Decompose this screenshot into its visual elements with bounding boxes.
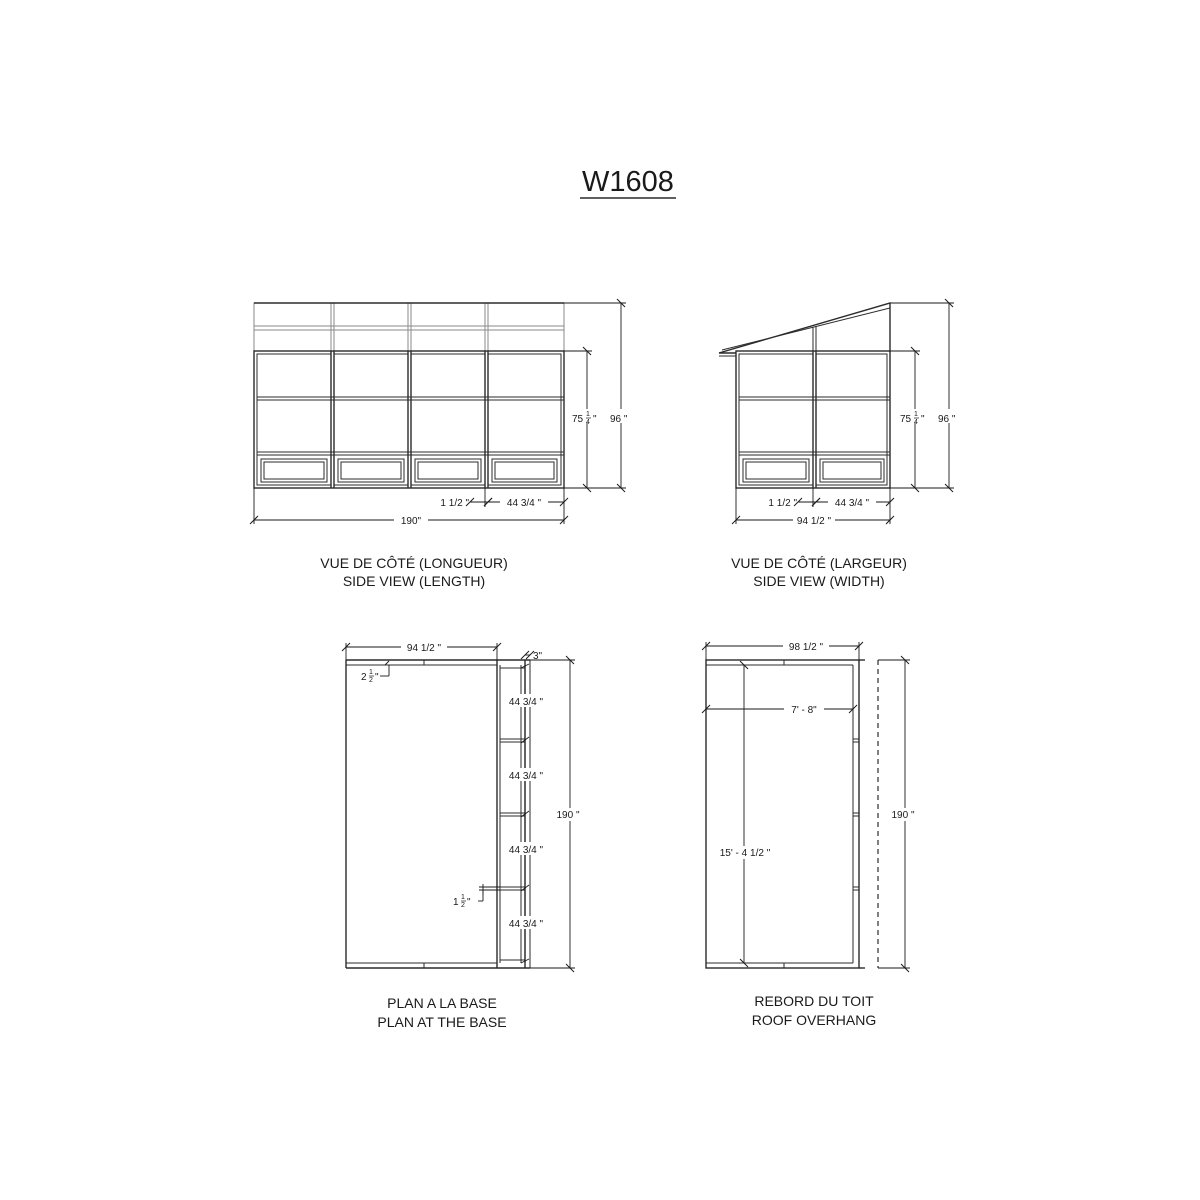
drawing-title [580, 166, 676, 198]
roof-joints [853, 739, 859, 890]
wall-frame [254, 351, 564, 488]
dim-wall-thickness: 3" [533, 651, 543, 662]
caption-fr: REBORD DU TOIT [754, 993, 874, 1009]
svg-text:1: 1 [461, 894, 465, 901]
roof-overhang [706, 640, 920, 1028]
dim-width: 94 1/2 " [406, 643, 442, 654]
dim-panel-3: 44 3/4 " [508, 845, 544, 856]
sloped-roof [719, 303, 890, 353]
dim-post: 1 1/2 " [440, 498, 469, 509]
length-bottom-dims [254, 488, 564, 527]
svg-text:4: 4 [586, 419, 590, 426]
dim-length: 190 " [891, 810, 915, 821]
dim-panel: 44 3/4 " [506, 498, 542, 509]
svg-text:": " [593, 414, 597, 425]
caption-en: SIDE VIEW (WIDTH) [753, 573, 885, 589]
dim-wall-height-value: 75 [572, 414, 584, 425]
caption-fr: VUE DE CÔTÉ (LARGEUR) [731, 555, 907, 571]
dim-post: 1 1/2 " [768, 498, 797, 509]
caption-en: ROOF OVERHANG [751, 1012, 877, 1028]
roof-outline [706, 660, 859, 968]
svg-text:4: 4 [914, 419, 918, 426]
caption-fr: VUE DE CÔTÉ (LONGUEUR) [320, 555, 508, 571]
wall-panels [257, 351, 564, 488]
dim-wall-height-value: 75 [900, 414, 912, 425]
svg-text:2: 2 [461, 902, 465, 909]
dim-total-height: 96 " [610, 414, 628, 425]
dim-panel-2: 44 3/4 " [508, 771, 544, 782]
base-plan [346, 641, 585, 1030]
caption-en: SIDE VIEW (LENGTH) [342, 573, 486, 589]
svg-text:": " [467, 897, 471, 908]
length-height-dims [564, 303, 634, 488]
dim-inner-width: 7' - 8" [791, 705, 817, 716]
width-height-dims [890, 303, 962, 488]
roof-strip [254, 303, 564, 351]
dim-total-width: 94 1/2 " [796, 516, 832, 527]
svg-text:": " [375, 672, 379, 683]
dim-width: 98 1/2 " [788, 642, 824, 653]
dim-sill: 2 [361, 672, 367, 683]
svg-text:1: 1 [586, 411, 590, 418]
side-view-length [254, 303, 634, 589]
svg-text:1: 1 [914, 411, 918, 418]
dim-panel-1: 44 3/4 " [508, 697, 544, 708]
side-view-width [719, 303, 962, 589]
wall-panels [739, 351, 890, 488]
svg-text:": " [921, 414, 925, 425]
dim-length: 190 " [556, 810, 580, 821]
caption-en: PLAN AT THE BASE [377, 1014, 507, 1030]
width-bottom-dims [736, 488, 890, 527]
dim-total-height: 96 " [938, 414, 956, 425]
svg-text:2: 2 [369, 677, 373, 684]
caption-fr: PLAN A LA BASE [387, 995, 497, 1011]
model-number: W1608 [582, 166, 674, 198]
dim-inner-length: 15' - 4 1/2 " [719, 848, 771, 859]
dim-post: 1 [453, 897, 459, 908]
dim-total-length: 190" [400, 516, 422, 527]
dim-panel-4: 44 3/4 " [508, 919, 544, 930]
dim-panel: 44 3/4 " [834, 498, 870, 509]
svg-text:1: 1 [369, 669, 373, 676]
